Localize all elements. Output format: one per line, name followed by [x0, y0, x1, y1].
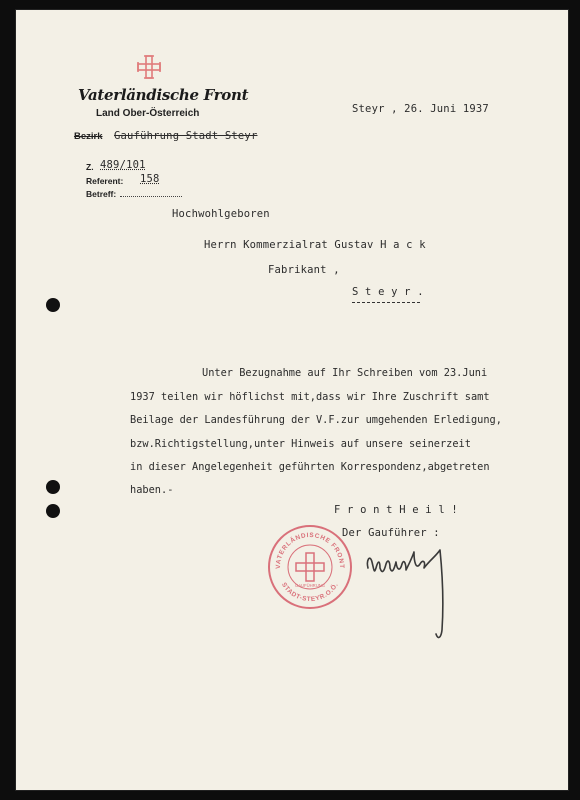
stamp-inner-text: GAUFÜHRUNG: [294, 583, 326, 588]
district-label: Bezirk: [74, 131, 103, 142]
closing-greeting: F r o n t H e i l !: [334, 504, 458, 516]
body-line: in dieser Angelegenheit geführten Korrespondenz,abgetreten: [130, 461, 490, 473]
official-stamp: [266, 523, 354, 611]
z-label: Z.: [86, 162, 94, 172]
referent-value: 158: [140, 173, 160, 185]
salutation: Hochwohlgeboren: [172, 208, 270, 220]
district-value: Gauführung Stadt Steyr: [114, 130, 258, 142]
recipient: Herrn Kommerzialrat Gustav H a c k: [204, 239, 426, 251]
betreff-label: Betreff:: [86, 189, 117, 199]
profession: Fabrikant ,: [268, 264, 340, 276]
body-line: Beilage der Landesführung der V.F.zur umgehenden Erledigung,: [130, 414, 502, 426]
punch-hole: [46, 504, 60, 518]
referent-label: Referent:: [86, 176, 124, 186]
region-name: Land Ober-Österreich: [96, 108, 200, 119]
body-line: haben.-: [130, 484, 174, 496]
handwritten-signature: [356, 540, 466, 640]
city: S t e y r .: [352, 286, 424, 298]
z-value: 489/101: [100, 159, 146, 171]
stamp-bottom-text: STADT-STEYR.O.Ö.: [280, 581, 340, 604]
body-line: Unter Bezugnahme auf Ihr Schreiben vom 23.Juni: [202, 367, 488, 379]
punch-hole: [46, 298, 60, 312]
body-line: 1937 teilen wir höflichst mit,dass wir Ihre Zuschrift samt: [130, 391, 490, 403]
organization-name: Vaterländische Front: [78, 86, 249, 104]
date-line: Steyr , 26. Juni 1937: [352, 103, 489, 115]
body-line: bzw.Richtigstellung,unter Hinweis auf unsere seinerzeit: [130, 438, 471, 450]
betreff-dotted-line: [120, 188, 182, 197]
signatory-title: Der Gauführer :: [342, 527, 440, 539]
punch-hole: [46, 480, 60, 494]
letter-page: [16, 10, 568, 790]
city-underline: [352, 302, 420, 303]
cross-logo-icon: [136, 54, 162, 80]
stamp-outer-text: VATERLÄNDISCHE FRONT: [274, 531, 346, 569]
